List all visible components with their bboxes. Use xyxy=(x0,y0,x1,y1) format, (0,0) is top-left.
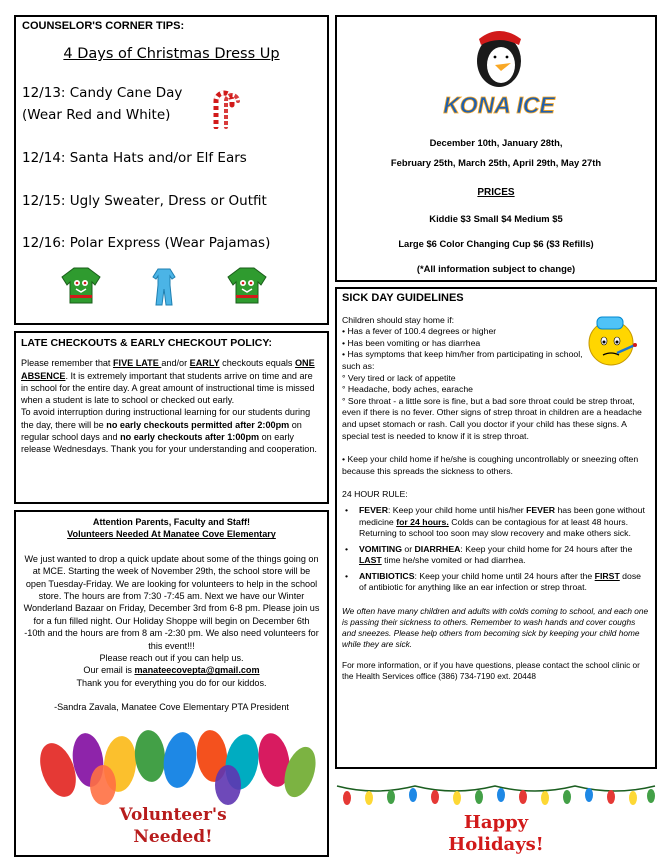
attention-heading: Attention Parents, Faculty and Staff! xyxy=(92,517,251,527)
counselor-heading: COUNSELOR'S CORNER TIPS: xyxy=(22,20,185,32)
colds-note: We often have many children and adults with colds coming to school, and each one is passing their sickness to others. Remember to wash hands and cover coughs and sneezes. Please help others from becoming sick by keeping your child home while they are sick. xyxy=(342,606,649,650)
day-polar-express: 12/16: Polar Express (Wear Pajamas) xyxy=(22,235,271,251)
text-run: EARLY xyxy=(189,358,220,369)
text-run: for 24 hours. xyxy=(396,516,449,527)
text-run: dose of antibiotic for anything like an ear infection or strep throat. xyxy=(359,570,642,593)
email-line xyxy=(22,664,321,676)
dress-up-title: 4 Days of Christmas Dress Up xyxy=(63,46,280,62)
text-run: Please remember that xyxy=(21,358,113,369)
email-prefix: Our email is xyxy=(83,665,135,676)
sick-item: ° Sore throat - a little sore is fine, but a bad sore throat could be strep throat, even if there is no fever. Other signs of strep throat in children are a headache and upset stomach or rash. Call you doctor if your child has these signs. A special test is needed to know if it is strep throat. xyxy=(342,395,642,441)
text-run: on regular school days and xyxy=(21,419,302,443)
text-run: LAST xyxy=(359,555,382,566)
text-run: and/or xyxy=(161,358,190,369)
sick-face-icon xyxy=(583,311,641,369)
text-run: no early checkouts after 1:00pm xyxy=(120,432,260,443)
light-string xyxy=(337,786,655,791)
antibiotics-rule xyxy=(345,571,650,594)
sick-item: • Has been vomiting or has diarrhea xyxy=(342,337,481,348)
kona-dates-line-1: December 10th, January 28th, xyxy=(429,137,563,148)
sick-day-heading: SICK DAY GUIDELINES xyxy=(342,292,464,304)
late-checkout-heading: LATE CHECKOUTS & EARLY CHECKOUT POLICY: xyxy=(21,337,273,349)
text-run: or xyxy=(401,543,415,554)
contact-info: For more information, or if you have questions, please contact the school clinic or the Health Services office (386) 734-7190 ext. 20448 xyxy=(342,660,640,682)
rule-text xyxy=(359,544,650,567)
bullet-icon: • xyxy=(345,543,349,554)
banner-line-1: Volunteer's xyxy=(119,805,227,825)
ugly-sweater-icon xyxy=(60,265,102,305)
volunteer-section xyxy=(14,510,329,857)
sick-item: • Has symptoms that keep him/her from participating in school, such as: xyxy=(342,349,583,371)
text-run: FEVER xyxy=(359,504,388,515)
bullet-icon: • xyxy=(345,504,349,515)
text-run: on early release Wednesdays. Thank you for your understanding and cooperation. xyxy=(21,432,317,455)
raised-hands-graphic xyxy=(33,730,318,805)
text-run: DIARRHEA xyxy=(414,543,461,554)
text-run: time he/she vomited or had diarrhea. xyxy=(381,555,526,566)
email-link[interactable]: manateecovepta@gmail.com xyxy=(134,665,260,676)
volunteer-hands-banner xyxy=(28,730,318,852)
pajamas-icon xyxy=(152,267,176,307)
sick-item: ° Headache, body aches, earache xyxy=(342,384,473,395)
late-checkout-section xyxy=(14,331,329,504)
late-checkout-paragraph xyxy=(21,357,322,406)
text-run: : Keep your child home until 24 hours after the xyxy=(414,570,595,581)
day-candy-cane: 12/13: Candy Cane Day xyxy=(22,85,183,101)
rule-heading: 24 HOUR RULE: xyxy=(342,489,408,500)
happy-holidays-graphic xyxy=(335,778,657,858)
prices-line-1: Kiddie $3 Small $4 Medium $5 xyxy=(429,213,563,224)
prices-note: (*All information subject to change) xyxy=(416,263,576,274)
prices-heading: PRICES xyxy=(477,187,515,198)
text-run: : Keep your child home for 24 hours after the xyxy=(460,543,633,554)
volunteer-subheading: Volunteers Needed At Manatee Cove Elementary xyxy=(67,529,276,540)
text-run: checkouts equals xyxy=(219,358,295,369)
volunteer-body: We just wanted to drop a quick update about some of the things going on at MCE. Starting the week of November 29th, the school store will be open Tuesday-Friday. We are looking for volunteers to help in the school store. The hours are from 7:30 -7:45 am. Next we have our Winter Wonderland Bazaar on Friday, December 3rd from 6-8 pm. Please join us for a fun filled night. Our Holiday Shoppe will begin on December 6th -10th and the hours are from 8 am -2:30 pm. We also need volunteers for this event!!! xyxy=(23,553,320,651)
day-candy-cane-note: (Wear Red and White) xyxy=(22,107,171,123)
pta-signature: -Sandra Zavala, Manatee Cove Elementary PTA President xyxy=(54,702,289,713)
kona-dates-line-2: February 25th, March 25th, April 29th, May 27th xyxy=(390,157,602,168)
text-run: Colds can be contagious for at least 48 hours. Returning to school too soon may slow recovery and make others sick. xyxy=(359,516,631,539)
sick-item: • Has a fever of 100.4 degrees or higher xyxy=(342,326,497,337)
rule-text xyxy=(359,571,650,594)
text-run: has been gone without medicine xyxy=(359,504,645,527)
text-run: FIVE LATE xyxy=(113,358,162,369)
kona-ice-wordmark: KONA ICE xyxy=(443,92,555,118)
banner-line-2: Needed! xyxy=(133,827,213,847)
vomiting-rule xyxy=(345,544,650,567)
ugly-sweater-icon xyxy=(226,265,268,305)
text-run: VOMITING xyxy=(359,543,402,554)
sick-day-section xyxy=(335,287,657,769)
sick-intro: Children should stay home if: xyxy=(342,314,455,325)
text-run: : Keep your child home until his/her xyxy=(387,504,527,515)
text-run: . It is extremely important that students arrive on time and are in school for the entire day. A great amount of instructional time is missed when a student is late to school or checked out early. xyxy=(21,370,315,406)
text-run: FEVER xyxy=(526,504,556,515)
text-run: ANTIBIOTICS xyxy=(359,570,415,581)
early-checkout-paragraph xyxy=(21,406,322,455)
fever-rule xyxy=(345,505,650,540)
reach-out-text: Please reach out if you can help us. xyxy=(99,653,244,664)
candy-cane-icon xyxy=(206,87,242,129)
rule-text xyxy=(359,505,650,540)
bullet-icon: • xyxy=(345,570,349,581)
text-run: no early checkouts permitted after 2:00pm xyxy=(106,419,290,430)
text-run: FIRST xyxy=(594,570,620,581)
text-run: ONE ABSENCE xyxy=(21,358,315,381)
kona-ice-logo xyxy=(429,21,569,119)
holidays-text: Holidays! xyxy=(448,834,544,855)
day-ugly-sweater: 12/15: Ugly Sweater, Dress or Outfit xyxy=(22,193,267,209)
counselor-corner-section xyxy=(14,15,329,325)
prices-line-2: Large $6 Color Changing Cup $6 ($3 Refills) xyxy=(398,238,594,249)
day-santa-hats: 12/14: Santa Hats and/or Elf Ears xyxy=(22,150,247,166)
kona-ice-section xyxy=(335,15,657,282)
cough-guideline: • Keep your child home if he/she is coughing uncontrollably or sneezing often because this spreads the sickness to others. xyxy=(342,454,639,476)
penguin-mascot-icon xyxy=(477,31,521,87)
thanks-text: Thank you for everything you do for our kiddos. xyxy=(76,677,267,688)
happy-text: Happy xyxy=(463,812,529,833)
text-run: To avoid interruption during instructional learning for our students during the day, there will be xyxy=(21,407,311,430)
sick-item: ° Very tired or lack of appetite xyxy=(342,372,456,383)
